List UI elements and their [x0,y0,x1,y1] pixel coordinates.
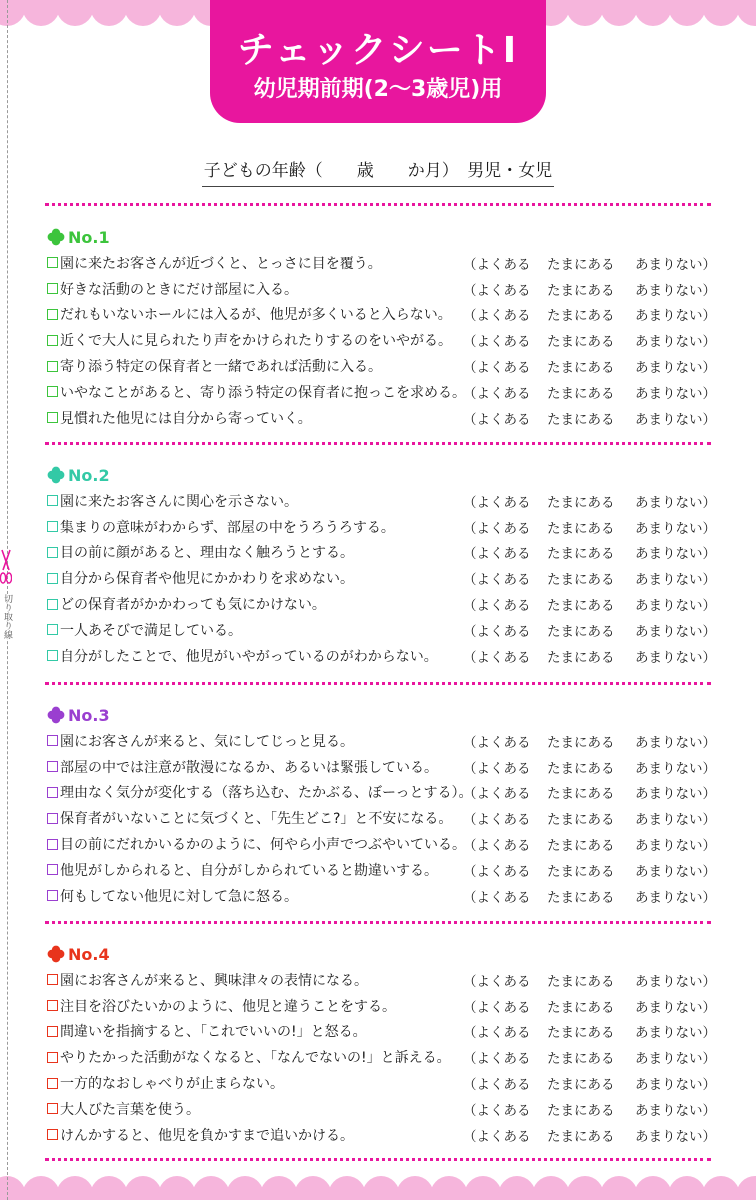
choice-sometimes[interactable]: たまにある [547,1025,615,1042]
item-text: 園に来たお客さんに関心を示さない。 [60,493,298,510]
frequency-choices [463,540,716,566]
checkbox[interactable] [47,650,58,661]
page-title: チェックシートⅠ [237,30,519,71]
section-divider [45,682,711,685]
choice-often[interactable]: （よくある [463,760,531,777]
choice-sometimes[interactable]: たまにある [547,812,615,829]
choice-often[interactable]: （よくある [463,385,531,402]
title-banner [210,0,546,123]
choice-sometimes[interactable]: たまにある [547,520,615,537]
checkbox[interactable] [47,361,58,372]
item-text: 注目を浴びたいかのように、他児と違うことをする。 [60,998,396,1015]
choice-rarely[interactable]: あまりない） [635,360,716,377]
frequency-choices [463,327,716,353]
checklist-item [47,883,727,909]
section-header [47,702,727,728]
item-text: どの保育者がかかわっても気にかけない。 [60,597,326,614]
choice-often[interactable]: （よくある [463,572,531,589]
checkbox[interactable] [47,735,58,746]
age-field [0,156,756,187]
checkbox[interactable] [47,1103,58,1114]
item-text: 集まりの意味がわからず、部屋の中をうろうろする。 [60,519,395,536]
checklist-item [47,728,727,754]
item-text: 大人びた言葉を使う。 [60,1101,200,1118]
choice-sometimes[interactable]: たまにある [547,649,615,666]
checklist-item [47,405,727,431]
choice-rarely[interactable]: あまりない） [635,598,716,615]
section-header [47,941,727,967]
checkbox[interactable] [47,257,58,268]
choice-sometimes[interactable]: たまにある [547,889,615,906]
checklist-item [47,353,727,379]
section-label: No.4 [68,944,110,964]
checkbox[interactable] [47,547,58,558]
choice-rarely[interactable]: あまりない） [635,838,716,855]
checklist-item [47,379,727,405]
checklist-item [47,617,727,643]
item-text: 一方的なおしゃべりが止まらない。 [60,1076,284,1093]
frequency-choices [463,1019,716,1045]
choice-rarely[interactable]: あまりない） [635,812,716,829]
choice-often[interactable]: （よくある [463,1025,531,1042]
frequency-choices [463,993,716,1019]
choice-rarely[interactable]: あまりない） [635,282,716,299]
choice-sometimes[interactable]: たまにある [547,411,615,428]
scissors-icon [0,548,12,588]
choice-sometimes[interactable]: たまにある [547,256,615,273]
choice-rarely[interactable]: あまりない） [635,572,716,589]
checklist-item [47,250,727,276]
item-text: 園に来たお客さんが近づくと、とっさに目を覆う。 [60,255,382,272]
checklist-item [47,754,727,780]
choice-rarely[interactable]: あまりない） [635,1077,716,1094]
section-header [47,224,727,250]
checklist-item [47,643,727,669]
choice-often[interactable]: （よくある [463,1051,531,1068]
choice-often[interactable]: （よくある [463,786,531,803]
choice-sometimes[interactable]: たまにある [547,572,615,589]
checkbox[interactable] [47,386,58,397]
choice-rarely[interactable]: あまりない） [635,623,716,640]
choice-sometimes[interactable]: たまにある [547,546,615,563]
choice-rarely[interactable]: あまりない） [635,786,716,803]
frequency-choices [463,1044,716,1070]
checklist-item [47,1019,727,1045]
choice-sometimes[interactable]: たまにある [547,1102,615,1119]
checklist-item [47,1096,727,1122]
frequency-choices [463,250,716,276]
checklist-item [47,591,727,617]
section-1 [47,224,727,431]
checklist-item [47,857,727,883]
checkbox[interactable] [47,761,58,772]
checkbox[interactable] [47,624,58,635]
checkbox[interactable] [47,974,58,985]
bottom-scallop-border [0,1166,756,1200]
choice-sometimes[interactable]: たまにある [547,1051,615,1068]
choice-often[interactable]: （よくある [463,649,531,666]
choice-rarely[interactable]: あまりない） [635,385,716,402]
checkbox[interactable] [47,813,58,824]
checkbox[interactable] [47,839,58,850]
item-text: けんかすると、他児を負かすまで追いかける。 [60,1127,354,1144]
choice-often[interactable]: （よくある [463,889,531,906]
choice-often[interactable]: （よくある [463,1077,531,1094]
frequency-choices [463,591,716,617]
checkbox[interactable] [47,1000,58,1011]
choice-rarely[interactable]: あまりない） [635,520,716,537]
item-text: 間違いを指摘すると、「これでいいの!」と怒る。 [60,1024,367,1041]
frequency-choices [463,1122,716,1148]
choice-sometimes[interactable]: たまにある [547,598,615,615]
item-text: だれもいないホールには入るが、他児が多くいると入らない。 [60,307,452,324]
checklist-item [47,831,727,857]
choice-often[interactable]: （よくある [463,973,531,990]
section-3 [47,702,727,909]
section-4 [47,941,727,1148]
frequency-choices [463,857,716,883]
choice-rarely[interactable]: あまりない） [635,760,716,777]
section-header [47,462,727,488]
frequency-choices [463,780,716,806]
choice-sometimes[interactable]: たまにある [547,734,615,751]
frequency-choices [463,1096,716,1122]
choice-rarely[interactable]: あまりない） [635,1025,716,1042]
clover-icon [47,706,65,724]
frequency-choices [463,353,716,379]
frequency-choices [463,617,716,643]
frequency-choices [463,488,716,514]
choice-often[interactable]: （よくある [463,411,531,428]
choice-often[interactable]: （よくある [463,863,531,880]
choice-rarely[interactable]: あまりない） [635,1128,716,1145]
choice-sometimes[interactable]: たまにある [547,623,615,640]
checklist-item [47,780,727,806]
choice-rarely[interactable]: あまりない） [635,334,716,351]
choice-sometimes[interactable]: たまにある [547,308,615,325]
choice-rarely[interactable]: あまりない） [635,973,716,990]
clover-icon [47,466,65,484]
choice-often[interactable]: （よくある [463,282,531,299]
checkbox[interactable] [47,495,58,506]
frequency-choices [463,831,716,857]
choice-sometimes[interactable]: たまにある [547,494,615,511]
choice-sometimes[interactable]: たまにある [547,282,615,299]
item-text: 目の前にだれかいるかのように、何やら小声でつぶやいている。 [60,837,466,854]
choice-often[interactable]: （よくある [463,1128,531,1145]
checkbox[interactable] [47,599,58,610]
choice-rarely[interactable]: あまりない） [635,546,716,563]
clover-icon [47,945,65,963]
checklist-item [47,967,727,993]
choice-sometimes[interactable]: たまにある [547,863,615,880]
checkbox[interactable] [47,864,58,875]
frequency-choices [463,379,716,405]
item-text: やりたかった活動がなくなると、「なんでないの!」と訴える。 [60,1050,451,1067]
checklist-item [47,302,727,328]
age-field-label: 子どもの年齢（ 歳 か月） 男児・女児 [202,156,555,187]
choice-often[interactable]: （よくある [463,598,531,615]
cut-line-label: 切り取り線 [2,594,12,639]
choice-often[interactable]: （よくある [463,308,531,325]
choice-rarely[interactable]: あまりない） [635,1102,716,1119]
choice-rarely[interactable]: あまりない） [635,863,716,880]
checklist-item [47,565,727,591]
choice-rarely[interactable]: あまりない） [635,889,716,906]
choice-sometimes[interactable]: たまにある [547,360,615,377]
choice-often[interactable]: （よくある [463,812,531,829]
item-text: 自分がしたことで、他児がいやがっているのがわからない。 [60,648,438,665]
choice-rarely[interactable]: あまりない） [635,649,716,666]
item-text: 理由なく気分が変化する（落ち込む、たかぶる、ぼーっとする）。 [60,785,473,802]
checkbox[interactable] [47,412,58,423]
item-text: 何もしてない他児に対して急に怒る。 [60,888,298,905]
section-2 [47,462,727,669]
choice-often[interactable]: （よくある [463,494,531,511]
choice-sometimes[interactable]: たまにある [547,973,615,990]
item-text: 部屋の中では注意が散漫になるか、あるいは緊張している。 [60,759,438,776]
choice-often[interactable]: （よくある [463,734,531,751]
frequency-choices [463,565,716,591]
section-divider [45,1158,711,1161]
checkbox[interactable] [47,787,58,798]
choice-sometimes[interactable]: たまにある [547,334,615,351]
frequency-choices [463,967,716,993]
checkbox[interactable] [47,1052,58,1063]
checklist-item [47,327,727,353]
choice-rarely[interactable]: あまりない） [635,256,716,273]
choice-rarely[interactable]: あまりない） [635,999,716,1016]
choice-sometimes[interactable]: たまにある [547,1128,615,1145]
clover-icon [47,228,65,246]
checkbox[interactable] [47,890,58,901]
choice-sometimes[interactable]: たまにある [547,1077,615,1094]
frequency-choices [463,1070,716,1096]
frequency-choices [463,883,716,909]
item-text: 園にお客さんが来ると、興味津々の表情になる。 [60,972,368,989]
frequency-choices [463,405,716,431]
item-text: 自分から保育者や他児にかかわりを求めない。 [60,571,354,588]
checklist-item [47,993,727,1019]
item-text: 目の前に顔があると、理由なく触ろうとする。 [60,545,354,562]
section-divider [45,203,711,206]
item-text: 園にお客さんが来ると、気にしてじっと見る。 [60,733,354,750]
choice-often[interactable]: （よくある [463,256,531,273]
choice-sometimes[interactable]: たまにある [547,786,615,803]
checklist-item [47,514,727,540]
choice-often[interactable]: （よくある [463,838,531,855]
checkbox[interactable] [47,309,58,320]
page-subtitle: 幼児期前期(2〜3歳児)用 [253,77,503,102]
checkbox[interactable] [47,1129,58,1140]
choice-rarely[interactable]: あまりない） [635,734,716,751]
choice-sometimes[interactable]: たまにある [547,838,615,855]
choice-sometimes[interactable]: たまにある [547,760,615,777]
checkbox[interactable] [47,1078,58,1089]
item-text: 近くで大人に見られたり声をかけられたりするのをいやがる。 [60,333,452,350]
checklist-item [47,1070,727,1096]
item-text: いやなことがあると、寄り添う特定の保育者に抱っこを求める。 [60,384,466,401]
choice-rarely[interactable]: あまりない） [635,1051,716,1068]
frequency-choices [463,728,716,754]
checklist-item [47,540,727,566]
section-divider [45,442,711,445]
choice-often[interactable]: （よくある [463,546,531,563]
checklist-item [47,1044,727,1070]
section-label: No.2 [68,465,110,485]
item-text: 好きな活動のときにだけ部屋に入る。 [60,281,298,298]
section-divider [45,921,711,924]
choice-often[interactable]: （よくある [463,360,531,377]
checkbox[interactable] [47,283,58,294]
choice-often[interactable]: （よくある [463,623,531,640]
checkbox[interactable] [47,335,58,346]
checklist-item [47,276,727,302]
choice-sometimes[interactable]: たまにある [547,999,615,1016]
choice-rarely[interactable]: あまりない） [635,411,716,428]
section-label: No.1 [68,227,110,247]
choice-often[interactable]: （よくある [463,999,531,1016]
choice-rarely[interactable]: あまりない） [635,308,716,325]
frequency-choices [463,643,716,669]
item-text: 他児がしかられると、自分がしかられていると勘違いする。 [60,862,438,879]
frequency-choices [463,754,716,780]
frequency-choices [463,514,716,540]
choice-sometimes[interactable]: たまにある [547,385,615,402]
choice-often[interactable]: （よくある [463,1102,531,1119]
item-text: 一人あそびで満足している。 [60,622,242,639]
choice-often[interactable]: （よくある [463,520,531,537]
item-text: 保育者がいないことに気づくと、「先生どこ?」と不安になる。 [60,811,453,828]
checkbox[interactable] [47,573,58,584]
choice-often[interactable]: （よくある [463,334,531,351]
checkbox[interactable] [47,521,58,532]
section-label: No.3 [68,705,110,725]
checklist-item [47,488,727,514]
item-text: 寄り添う特定の保育者と一緒であれば活動に入る。 [60,359,382,376]
checkbox[interactable] [47,1026,58,1037]
choice-rarely[interactable]: あまりない） [635,494,716,511]
checklist-item [47,805,727,831]
frequency-choices [463,805,716,831]
item-text: 見慣れた他児には自分から寄っていく。 [60,410,312,427]
checklist-item [47,1122,727,1148]
frequency-choices [463,276,716,302]
frequency-choices [463,302,716,328]
